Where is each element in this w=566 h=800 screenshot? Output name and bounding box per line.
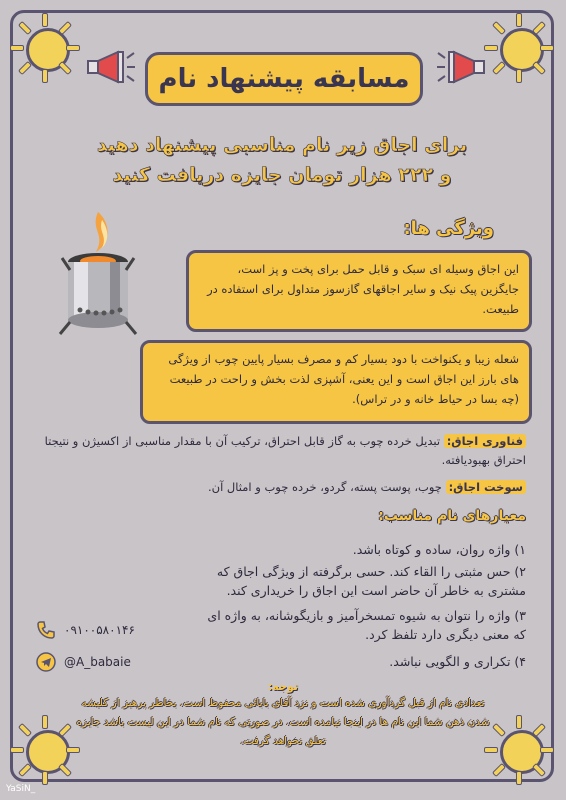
tech-label: فناوری اجاق: [444,434,526,448]
headline-line-1: برای اجاق زیر نام مناسبی پیشنهاد دهید [96,134,468,156]
telegram-icon [36,652,56,672]
sun-ray-icon [516,13,522,27]
tech-text: تبدیل خرده چوب به گاز قابل احتراق، ترکیب آن با مقدار مناسبی از اکسیژن و نتیجتا احتراق بهبودیافته. [44,434,526,467]
fuel-label: سوخت اجاق: [446,480,526,494]
sun-ray-icon [42,771,48,785]
features-label: ویژگی ها: [403,218,494,239]
sun-ray-icon [42,13,48,27]
sun-ray-icon [484,45,498,51]
sun-ray-icon [516,715,522,729]
phone-contact[interactable] [36,620,135,640]
features-box-1 [186,250,532,332]
sun-ray-icon [10,747,24,753]
page-title: مسابقه پیشنهاد نام [158,64,410,94]
megaphone-icon-right [436,50,486,84]
sun-ray-icon [540,747,554,753]
sun-ray-icon [516,69,522,83]
sun-ray-icon [66,747,80,753]
criteria-label: معیارهای نام مناسب: [378,508,526,524]
sun-ray-icon [42,715,48,729]
sun-ray-icon [66,45,80,51]
stove-image [40,200,158,340]
tech-section [38,432,526,470]
criteria-item-2: ۲) حس مثبتی را القاء کند. حسی برگرفته از ویژگی اجاق که مشتری به خاطر آن حاضر است این اجاق را خریداری کند. [216,564,526,598]
features-text-1: این اجاق وسیله ای سبک و قابل حمل برای پخت و پز است، جایگزین پیک نیک و سایر اجاقهای گازسوز متداول برای استفاده در طبیعت. [207,262,519,316]
sun-ray-icon [484,747,498,753]
sun-ray-icon [540,45,554,51]
sun-ray-icon [516,771,522,785]
telegram-contact[interactable] [36,652,131,672]
features-text-2: شعله زیبا و یکنواخت با دود بسیار کم و مصرف بسیار پایین چوب از ویژگی های بارز این اجاق است و این یعنی، آشپزی لذت بخش و راحت در طبیعت (چه بسا در حیاط خانه و در تراس). [168,352,519,406]
page-title-box [145,52,423,106]
megaphone-icon-left [86,50,136,84]
criteria-item-1: ۱) واژه روان، ساده و کوتاه باشد. [352,542,526,557]
criteria-item-3: ۳) واژه را نتوان به شیوه تمسخرآمیز و بازیگوشانه، به واژه ای که معنی دیگری دارد تلفظ کرد. [207,608,526,642]
features-box-2 [140,340,532,424]
fuel-section [38,478,526,497]
note-title: توجه: [267,680,299,693]
telegram-handle: @A_babaie [64,655,131,669]
headline-line-2: و ۲۲۲ هزار تومان جایزه دریافت کنید [112,164,452,186]
criteria-item-4: ۴) تکراری و الگویی نباشد. [389,654,526,669]
sun-ray-icon [42,69,48,83]
sun-ray-icon [10,45,24,51]
note-text: تعدادی نام از قبل گردآوری شده است و نزد آقای بابائی محفوظ است. بخاطر پرهیز از کلیشه شدن ذهن شما این نام ها در اینجا نیامده است. در صورتی که نام شما در این لیست باشد جایزه تعلق نخواهد گرفت. [76,697,490,747]
signature: YaSiN_ [6,784,36,794]
fuel-text: چوب، پوست پسته، گردو، خرده چوب و امثال آن. [207,480,442,494]
phone-icon [36,620,56,640]
phone-number: ۰۹۱۰۰۵۸۰۱۴۶ [64,623,135,637]
